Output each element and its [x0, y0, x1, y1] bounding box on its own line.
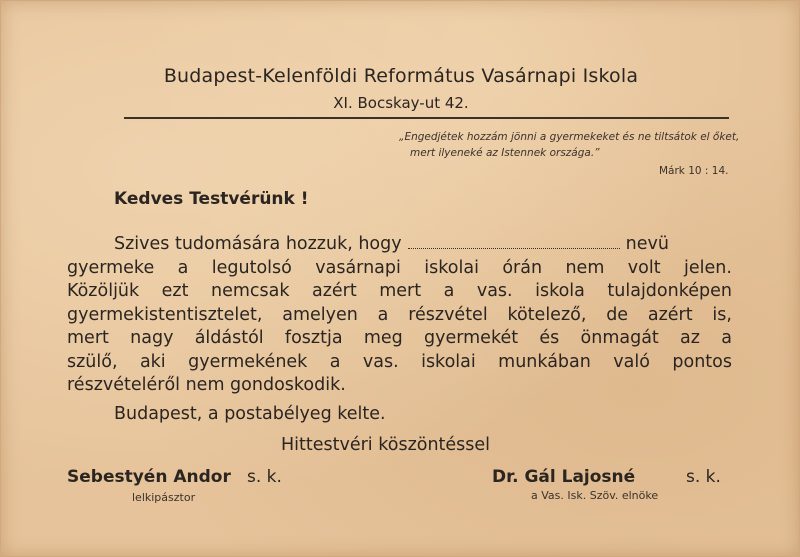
- word: részvétel: [408, 304, 488, 325]
- word: vas.: [476, 281, 513, 301]
- word: a: [721, 328, 732, 348]
- bible-quote-line-1: „Engedjétek hozzám jönni a gyermekeket és ne tiltsátok el őket,: [399, 131, 740, 143]
- letter-line: [67, 351, 732, 375]
- header-rule: [124, 117, 729, 119]
- word: volt: [627, 257, 661, 278]
- word: iskolai: [424, 257, 479, 278]
- word: Közöljük: [67, 281, 140, 301]
- word: meg: [363, 328, 403, 348]
- word: azért: [647, 304, 693, 325]
- word: iskolai: [421, 351, 476, 372]
- child-name-blank[interactable]: [408, 235, 620, 249]
- word: munkában: [498, 351, 591, 372]
- letter-line-intro: [67, 233, 732, 257]
- signatory-left-role: lelkipásztor: [132, 491, 196, 504]
- blank-suffix: nevü: [625, 234, 669, 254]
- word: legutolsó: [211, 257, 292, 278]
- letter-line: [67, 280, 732, 304]
- word: is,: [712, 304, 732, 325]
- word: ezt: [161, 281, 189, 301]
- word: nagy: [130, 328, 174, 348]
- word: azért: [312, 281, 357, 301]
- word: tulajdonképen: [607, 281, 732, 301]
- word: gyermekistentisztelet,: [67, 304, 263, 325]
- salutation: Kedves Testvérünk !: [114, 189, 309, 209]
- letter-line-last: részvételéről nem gondoskodik.: [67, 375, 346, 395]
- intro-text: Szives tudomására hozzuk, hogy: [114, 234, 402, 254]
- bible-quote-line-2: mert ilyeneké az Istennek országa.”: [410, 147, 600, 159]
- letter-line: [67, 257, 732, 281]
- closing-greeting: Hittestvéri köszöntéssel: [281, 435, 491, 455]
- word: áldástól: [194, 328, 264, 348]
- word: a: [443, 281, 455, 301]
- word: pontos: [672, 351, 732, 372]
- word: nem: [565, 257, 605, 278]
- word: iskola: [535, 281, 585, 301]
- letter-line: [67, 327, 732, 351]
- word: a: [329, 351, 341, 372]
- word: órán: [502, 257, 543, 278]
- word: való: [613, 351, 650, 372]
- word: kötelező,: [507, 304, 587, 325]
- word: gyermeke: [67, 257, 155, 278]
- word: vasárnapi: [315, 257, 401, 278]
- word: önmagát: [580, 328, 659, 348]
- word: a: [177, 257, 189, 278]
- word: szülő,: [67, 351, 118, 372]
- word: az: [680, 328, 700, 348]
- word: vas.: [362, 351, 399, 372]
- signatory-left-sk: s. k.: [247, 467, 282, 487]
- word: gyermekét: [424, 328, 519, 348]
- word: fosztja: [284, 328, 343, 348]
- word: és: [539, 328, 560, 348]
- letter-line: [67, 304, 732, 328]
- school-name: Budapest-Kelenföldi Református Vasárnapi Iskola: [163, 65, 639, 87]
- signatory-left-name: Sebestyén Andor: [67, 467, 231, 487]
- word: amelyen: [282, 304, 358, 325]
- word: jelen.: [683, 257, 732, 278]
- word: mert: [379, 281, 422, 301]
- school-address: XI. Bocskay-ut 42.: [333, 94, 469, 112]
- word: gyermekének: [188, 351, 308, 372]
- word: mert: [67, 328, 109, 348]
- place-and-date: Budapest, a postabélyeg kelte.: [114, 404, 386, 424]
- signatory-right-sk: s. k.: [686, 467, 721, 487]
- letter-body: [67, 233, 732, 398]
- word: nemcsak: [210, 281, 290, 301]
- word: aki: [139, 351, 166, 372]
- signatory-right-role: a Vas. Isk. Szöv. elnöke: [531, 489, 659, 502]
- word: a: [377, 304, 389, 325]
- bible-quote-reference: Márk 10 : 14.: [659, 165, 729, 177]
- signatory-right-name: Dr. Gál Lajosné: [492, 467, 636, 487]
- word: de: [606, 304, 629, 325]
